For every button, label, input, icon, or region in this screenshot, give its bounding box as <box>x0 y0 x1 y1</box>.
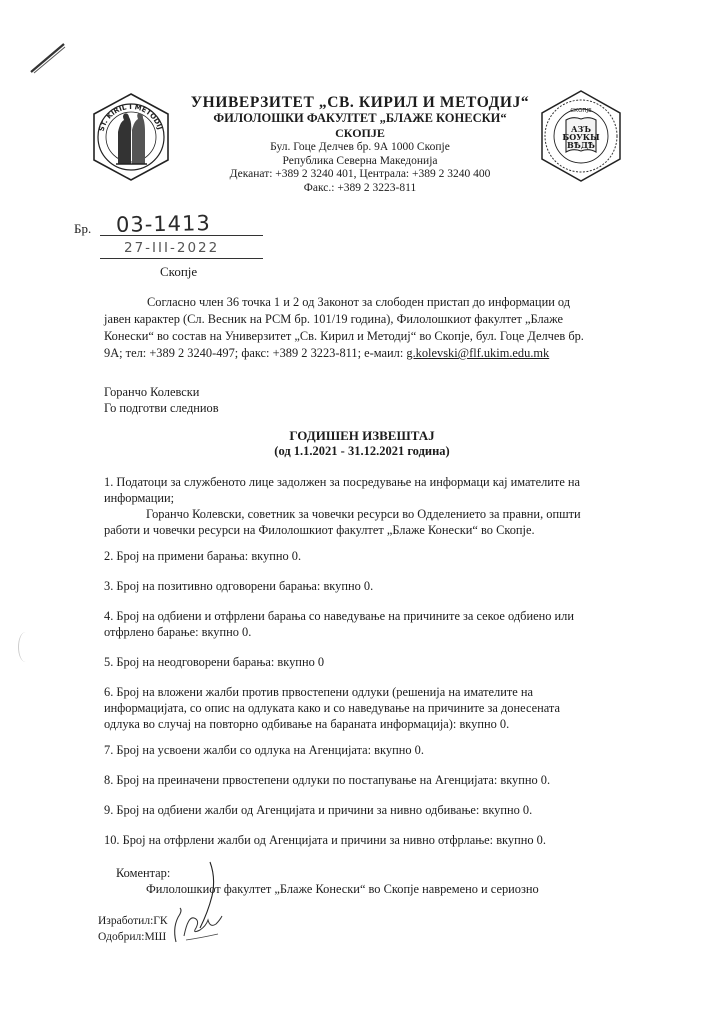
reference-label: Бр. <box>74 221 92 236</box>
header-fax: Факс.: +389 2 3223-811 <box>303 182 417 194</box>
recipient-note: Го подготви следниов <box>104 401 219 415</box>
item-6-line-1: 6. Број на вложени жалби против првостепени одлуки (решенија на имателите на <box>104 685 534 699</box>
header-address: Бул. Гоце Делчев бр. 9А 1000 Скопје <box>270 141 450 153</box>
intro-line-4 <box>104 346 549 361</box>
item-4-line-1: 4. Број на одбиени и отфрлени барања со наведување на причините за секое одбиено или <box>104 609 574 623</box>
comment-label: Коментар: <box>116 866 171 880</box>
faculty-seal-logo <box>533 88 629 184</box>
item-2: 2. Број на примени барања: вкупно 0. <box>104 549 302 563</box>
item-9: 9. Број на одбиени жалби од Агенцијата и причини за нивно одбивање: вкупно 0. <box>104 803 533 817</box>
item-6-line-2: информацијата, со опис на одлуката како и со наведување на причините за донесената <box>104 701 560 715</box>
item-8: 8. Број на преиначени првостепени одлуки по постапување на Агенцијата: вкупно 0. <box>104 773 551 787</box>
university-name: УНИВЕРЗИТЕТ „СВ. КИРИЛ И МЕТОДИЈ“ <box>190 94 530 111</box>
reference-number: 03-1413 <box>115 211 211 237</box>
svg-text:АЗЪ: АЗЪ <box>571 124 591 134</box>
reference-date-stamp: 27-III-2022 <box>124 240 220 256</box>
report-period: (од 1.1.2021 - 31.12.2021 година) <box>274 444 450 458</box>
item-1-line-2: информации; <box>104 491 175 505</box>
prepared-by: Изработил:ГК <box>98 915 168 927</box>
item-10: 10. Број на отфрлени жалби од Агенцијата и причини за нивно отфрлање: вкупно 0. <box>104 833 546 847</box>
reference-place: Скопје <box>160 264 198 279</box>
item-5: 5. Број на неодговорени барања: вкупно 0 <box>104 655 325 669</box>
email-link[interactable]: g.kolevski@flf.ukim.edu.mk <box>406 346 550 360</box>
intro-line-2: јавен карактер (Сл. Весник на РСМ бр. 101/19 година), Филолошкиот факултет „Блаже <box>104 312 564 326</box>
recipient-name: Горанчо Колевски <box>104 385 200 399</box>
report-title: ГОДИШЕН ИЗВЕШТАЈ <box>289 428 435 443</box>
item-1-line-4: работи и човечки ресурси на Филолошкиот факултет „Блаже Конески“ во Скопје. <box>104 523 535 537</box>
header-country: Република Северна Македонија <box>282 155 438 167</box>
right-seal-label: СКОПЈЕ <box>570 108 592 114</box>
pen-mark <box>28 40 68 76</box>
reference-underline <box>100 235 263 236</box>
left-seal-text: ST. KIRIL I METODIJ <box>97 102 164 133</box>
header-city: СКОПЈЕ <box>335 126 385 140</box>
faculty-name: ФИЛОЛОШКИ ФАКУЛТЕТ „БЛАЖЕ КОНЕСКИ“ <box>213 111 507 125</box>
header-phones: Деканат: +389 2 3240 401, Централа: +389 2 3240 400 <box>229 168 491 180</box>
university-seal-logo <box>86 92 176 182</box>
item-4-line-2: отфрлено барање: вкупно 0. <box>104 625 252 639</box>
margin-mark <box>18 632 33 662</box>
item-6-line-3: одлука во случај на повторно одбивање на бараната информација): вкупно 0. <box>104 717 510 731</box>
approved-by: Одобрил:МШ <box>98 931 167 943</box>
intro-line-4-text: 9А; тел: +389 2 3240-497; факс: +389 2 3223-811; е-маил: <box>104 346 407 360</box>
intro-line-1: Согласно член 36 точка 1 и 2 од Законот за слободен пристап до информации од <box>147 295 571 309</box>
handwritten-signature <box>170 906 224 946</box>
svg-text:БОУКЫ: БОУКЫ <box>562 132 600 142</box>
item-7: 7. Број на усвоени жалби со одлука на Агенцијата: вкупно 0. <box>104 743 424 757</box>
date-underline <box>100 258 263 259</box>
comment-text: Филолошкиот факултет „Блаже Конески“ во Скопје навремено и сериозно <box>146 882 539 896</box>
item-1-line-1: 1. Податоци за службеното лице задолжен за посредување на информаци кај имателите на <box>104 475 581 489</box>
intro-line-3: Конески“ во состав на Универзитет „Св. Кирил и Методиј“ во Скопје, бул. Гоце Делчев бр. <box>104 329 584 343</box>
item-1-line-3: Горанчо Колевски, советник за човечки ресурси во Одделението за правни, општи <box>146 507 581 521</box>
svg-text:ВѢДѢ: ВѢДѢ <box>567 140 595 150</box>
item-3: 3. Број на позитивно одговорени барања: вкупно 0. <box>104 579 374 593</box>
